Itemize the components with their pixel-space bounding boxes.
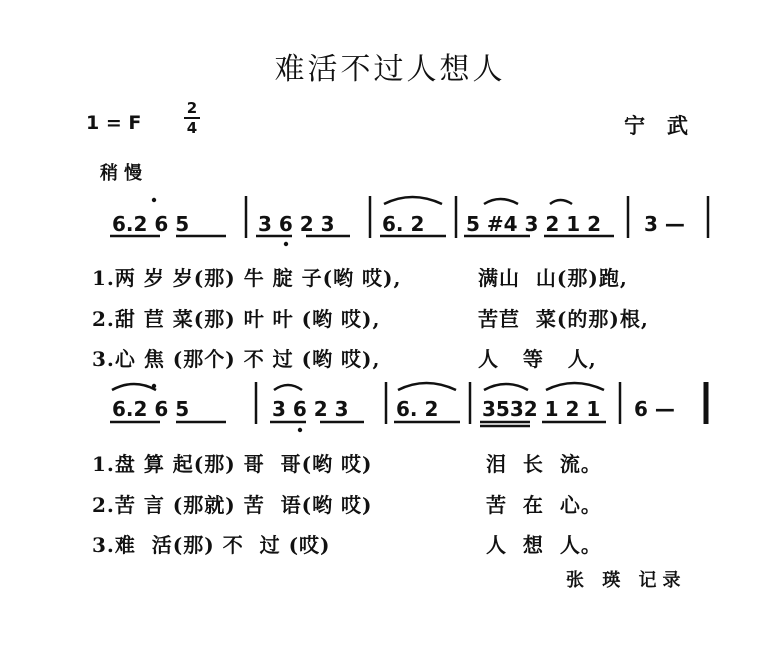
measure-1-5: 3 — — [644, 212, 685, 236]
lyric-1-verse-3-b: 人 等 人, — [478, 347, 597, 371]
measure-1-3: 6. 2 — [382, 212, 425, 236]
lyric-2-verse-1-a: 1.盘 算 起(那) 哥 哥(哟 哎) — [92, 452, 373, 476]
measure-2-3: 6. 2 — [396, 397, 439, 421]
octave-dot — [298, 428, 302, 432]
song-origin: 宁武 — [624, 113, 710, 138]
lyric-1-verse-3-a: 3.心 焦 (那个) 不 过 (哟 哎), — [92, 347, 381, 371]
slur — [484, 384, 528, 390]
octave-dot — [152, 384, 156, 388]
key-signature: 1 = F — [86, 112, 142, 134]
lyric-2-verse-2-b: 苦 在 心。 — [486, 493, 602, 517]
measure-2-2: 3 6 2 3 — [272, 397, 349, 421]
lyric-1-verse-1-a: 1.两 岁 岁(那) 牛 腚 子(哟 哎), — [92, 266, 402, 290]
transcriber-credit: 张 瑛 记录 — [566, 570, 687, 591]
measure-1-4: 5 #4 3 2 1 2 — [466, 212, 602, 236]
measure-2-1: 6.2 6 5 — [112, 397, 190, 421]
slur — [484, 199, 518, 204]
slur — [550, 200, 572, 204]
lyric-1-verse-2-b: 苦苣 菜(的那)根, — [478, 307, 649, 331]
measure-1-2: 3 6 2 3 — [258, 212, 335, 236]
octave-dot — [284, 242, 288, 246]
slur — [274, 385, 302, 390]
lyric-2-verse-1-b: 泪 长 流。 — [486, 452, 602, 476]
lyric-2-verse-3-a: 3.难 活(那) 不 过 (哎) — [92, 533, 331, 557]
lyric-1-verse-1-b: 满山 山(那)跑, — [478, 266, 628, 290]
slur — [384, 197, 442, 204]
slur — [112, 384, 156, 390]
slur — [546, 383, 604, 390]
measure-1-1: 6.2 6 5 — [112, 212, 190, 236]
measure-2-5: 6 — — [634, 397, 675, 421]
time-signature-bottom: 4 — [186, 119, 198, 137]
tempo-marking: 稍慢 — [100, 163, 148, 184]
song-title: 难活不过人想人 — [274, 52, 506, 87]
lyric-2-verse-3-b: 人 想 人。 — [486, 533, 602, 557]
slur — [398, 383, 456, 390]
time-signature-top: 2 — [186, 99, 198, 117]
measure-2-4: 3532 1 2 1 — [482, 397, 601, 421]
lyric-2-verse-2-a: 2.苦 言 (那就) 苦 语(哟 哎) — [92, 493, 373, 517]
octave-dot — [152, 198, 156, 202]
lyric-1-verse-2-a: 2.甜 苣 菜(那) 叶 叶 (哟 哎), — [92, 307, 381, 331]
